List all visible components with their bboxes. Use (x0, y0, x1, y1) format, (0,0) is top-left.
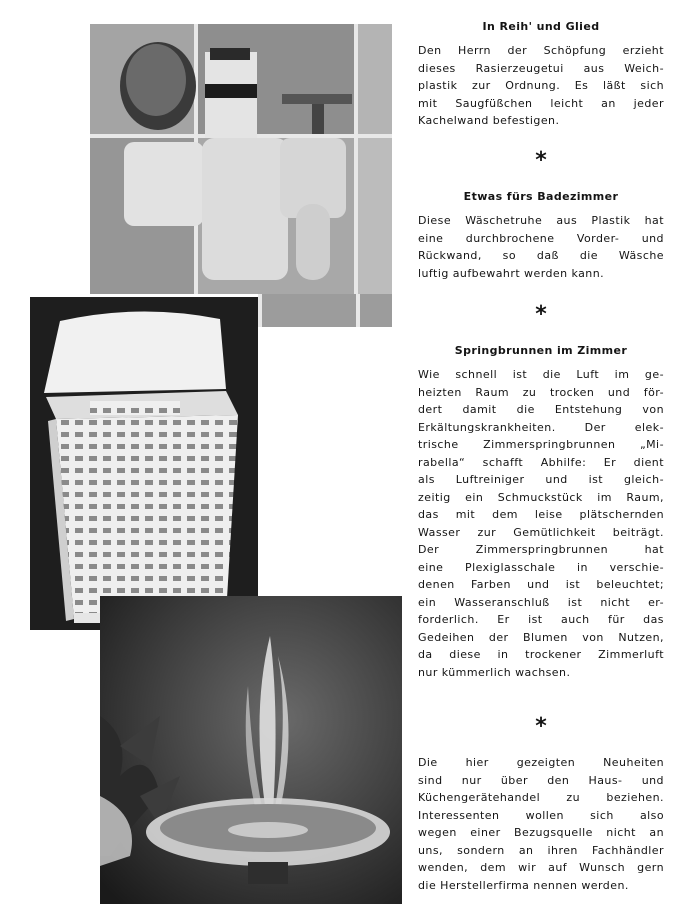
body-line: sind nur über den Haus- und (418, 773, 664, 787)
article-heading: In Reih' und Glied (482, 20, 600, 33)
body-line: Der Zimmerspringbrunnen hat (418, 543, 664, 556)
body-line: dert damit die Entstehung von (418, 403, 664, 416)
body-line: nur kümmerlich wachsen. (418, 665, 571, 679)
separator-star: * (535, 148, 547, 173)
body-line: Kachelwand befestigen. (418, 114, 560, 127)
body-line: wenden, dem wir auf Wunsch gern (418, 861, 664, 874)
article-razor-holder (418, 20, 664, 130)
body-line: rabella“ schafft Abhilfe: Er dient (418, 455, 664, 469)
body-line: forderlich. Er ist auch für das (418, 613, 664, 626)
article-heading: Etwas fürs Badezimmer (463, 190, 619, 203)
body-line: zeitig ein Schmuckstück im Raum, (418, 490, 664, 504)
body-line: dieses Rasierzeugetui aus Weich- (418, 61, 664, 75)
body-line: Wasser zur Gemütlichkeit beiträgt. (418, 525, 664, 539)
article-fountain (418, 344, 664, 681)
razor-holder-photo (90, 24, 392, 294)
body-line: wegen einer Bezugsquelle nicht an (418, 826, 664, 839)
body-line: uns, sondern an ihren Fachhändler (418, 843, 664, 857)
article-body (418, 42, 664, 130)
body-line: Wie schnell ist die Luft im ge- (418, 368, 664, 381)
article-body (418, 212, 664, 282)
separator-star: * (535, 714, 547, 739)
body-line: eine durchbrochene Vorder- und (418, 231, 664, 245)
article-heading: Springbrunnen im Zimmer (454, 344, 628, 357)
body-line: Gedeihen der Blumen von Nutzen, (418, 630, 664, 644)
body-line: denen Farben und ist beleuchtet; (418, 578, 664, 591)
body-line: Den Herrn der Schöpfung erzieht (418, 44, 664, 57)
body-line: Interessenten wollen sich also (418, 808, 664, 822)
body-line: heizten Raum zu trocken und för- (418, 385, 664, 399)
body-line: eine Plexiglasschale in verschie- (418, 560, 664, 574)
laundry-hamper-photo (30, 297, 258, 630)
body-line: Küchengerätehandel zu beziehen. (418, 791, 664, 804)
body-line: plastik zur Ordnung. Es läßt sich (418, 79, 664, 92)
body-line: luftig aufbewahrt werden kann. (418, 266, 605, 280)
article-body (418, 754, 664, 894)
body-line: Diese Wäschetruhe aus Plastik hat (418, 214, 664, 227)
fountain-photo (100, 596, 402, 904)
body-line: ein Wasseranschluß ist nicht er- (418, 595, 664, 609)
tile-strip (258, 294, 392, 327)
body-line: Rückwand, so daß die Wäsche (418, 249, 664, 262)
separator-star: * (535, 302, 547, 327)
body-line: die Herstellerfirma nennen werden. (418, 878, 629, 892)
body-line: trische Zimmerspringbrunnen „Mi- (418, 438, 664, 451)
body-line: mit Saugfüßchen leicht an jeder (418, 96, 664, 110)
body-line: Erkältungskrankheiten. Der elek- (418, 420, 664, 434)
article-body (418, 366, 664, 681)
body-line: Die hier gezeigten Neuheiten (418, 756, 664, 769)
article-laundry-hamper (418, 190, 664, 282)
body-line: das mit dem leise plätschernden (418, 508, 664, 521)
body-line: da diese in trockener Zimmerluft (418, 648, 664, 661)
body-line: als Luftreiniger und ist gleich- (418, 473, 664, 486)
closing-note (418, 754, 664, 894)
